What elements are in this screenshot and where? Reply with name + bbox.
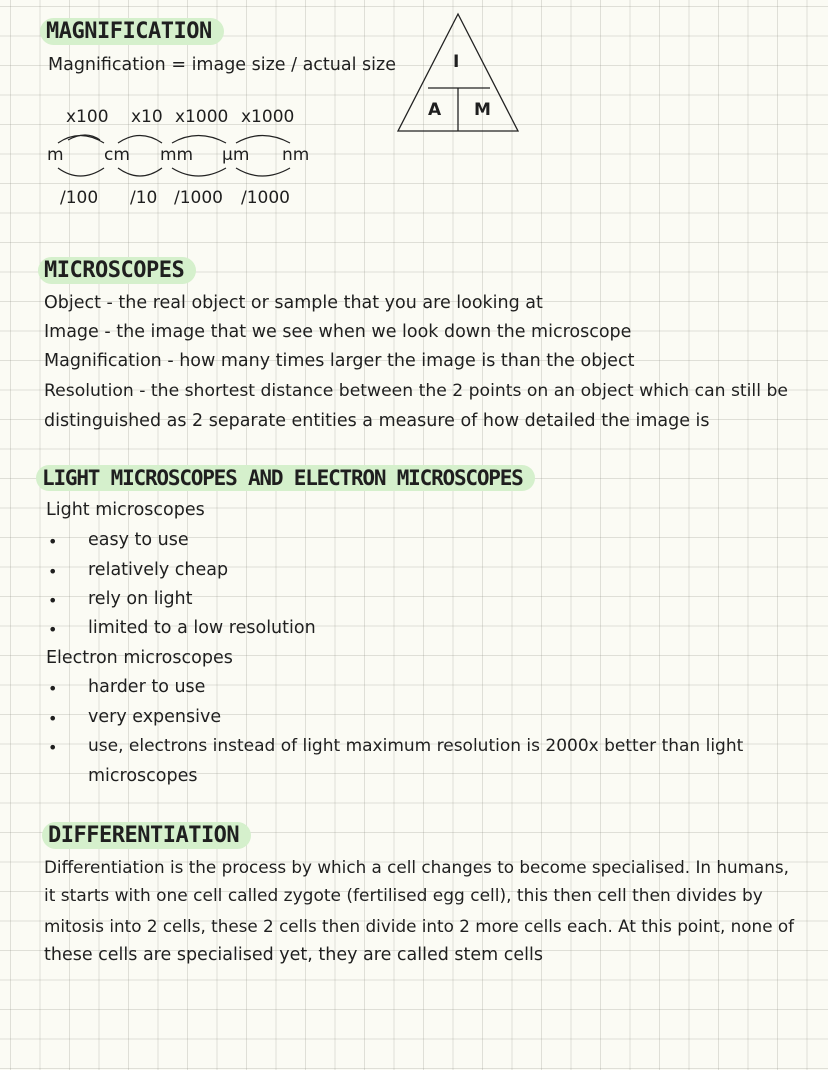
differentiation-line-3: mitosis into 2 cells, these 2 cells then divide into 2 more cells each. At this point, none of xyxy=(44,916,795,936)
unit-um: μm xyxy=(222,145,250,165)
multiplier-1: x100 xyxy=(66,107,109,127)
bullet: • xyxy=(48,738,58,757)
differentiation-line-4: these cells are specialised yet, they are called stem cells xyxy=(44,945,544,965)
light-electron-heading: LIGHT MICROSCOPES AND ELECTRON MICROSCOPES xyxy=(36,465,535,491)
triangle-label-actual: A xyxy=(428,100,442,120)
light-item-light: rely on light xyxy=(88,589,193,609)
unit-cm: cm xyxy=(104,145,130,165)
divisor-3: /1000 xyxy=(174,188,223,208)
magnification-formula: Magnification = image size / actual size xyxy=(48,55,396,75)
microscopes-line-image: Image - the image that we see when we look down the microscope xyxy=(44,322,632,342)
divisor-4: /1000 xyxy=(241,188,290,208)
microscopes-line-magnification: Magnification - how many times larger the image is than the object xyxy=(44,351,635,371)
bullet: • xyxy=(48,620,58,639)
microscopes-line-resolution-cont: distinguished as 2 separate entities a measure of how detailed the image is xyxy=(44,411,710,431)
electron-item-electrons-cont: microscopes xyxy=(88,766,198,786)
multiplier-4: x1000 xyxy=(241,107,295,127)
microscopes-line-object: Object - the real object or sample that you are looking at xyxy=(44,293,543,313)
light-item-cheap: relatively cheap xyxy=(88,560,229,580)
triangle-label-image: I xyxy=(453,52,460,72)
bullet: • xyxy=(48,532,58,551)
microscopes-heading: MICROSCOPES xyxy=(38,257,196,284)
differentiation-line-1: Differentiation is the process by which a cell changes to become specialised. In humans, xyxy=(44,857,789,877)
electron-item-expensive: very expensive xyxy=(88,707,222,727)
light-item-resolution: limited to a low resolution xyxy=(88,618,316,638)
conversion-arcs-top xyxy=(58,135,290,143)
electron-item-electrons: use, electrons instead of light maximum resolution is 2000x better than light xyxy=(88,736,744,756)
microscopes-line-resolution: Resolution - the shortest distance between the 2 points on an object which can still be xyxy=(44,381,788,401)
bullet: • xyxy=(48,709,58,728)
multiplier-2: x10 xyxy=(131,107,163,127)
triangle-label-magnification: M xyxy=(474,100,491,120)
differentiation-line-2: it starts with one cell called zygote (fertilised egg cell), this then cell then divides by xyxy=(44,886,763,906)
light-item-easy: easy to use xyxy=(88,530,189,550)
divisor-2: /10 xyxy=(130,188,158,208)
unit-mm: mm xyxy=(160,145,194,165)
bullet: • xyxy=(48,591,58,610)
differentiation-heading: DIFFERENTIATION xyxy=(42,822,251,849)
bullet: • xyxy=(48,679,58,698)
unit-m: m xyxy=(47,145,64,165)
unit-nm: nm xyxy=(282,145,310,165)
magnification-diagram xyxy=(0,0,828,260)
light-microscopes-title: Light microscopes xyxy=(46,500,205,520)
bullet: • xyxy=(48,562,58,581)
conversion-arcs-bottom xyxy=(58,168,290,176)
divisor-1: /100 xyxy=(60,188,99,208)
magnification-heading: MAGNIFICATION xyxy=(40,18,224,45)
electron-item-harder: harder to use xyxy=(88,677,206,697)
electron-microscopes-title: Electron microscopes xyxy=(46,648,233,668)
formula-triangle xyxy=(398,14,518,131)
multiplier-3: x1000 xyxy=(175,107,229,127)
